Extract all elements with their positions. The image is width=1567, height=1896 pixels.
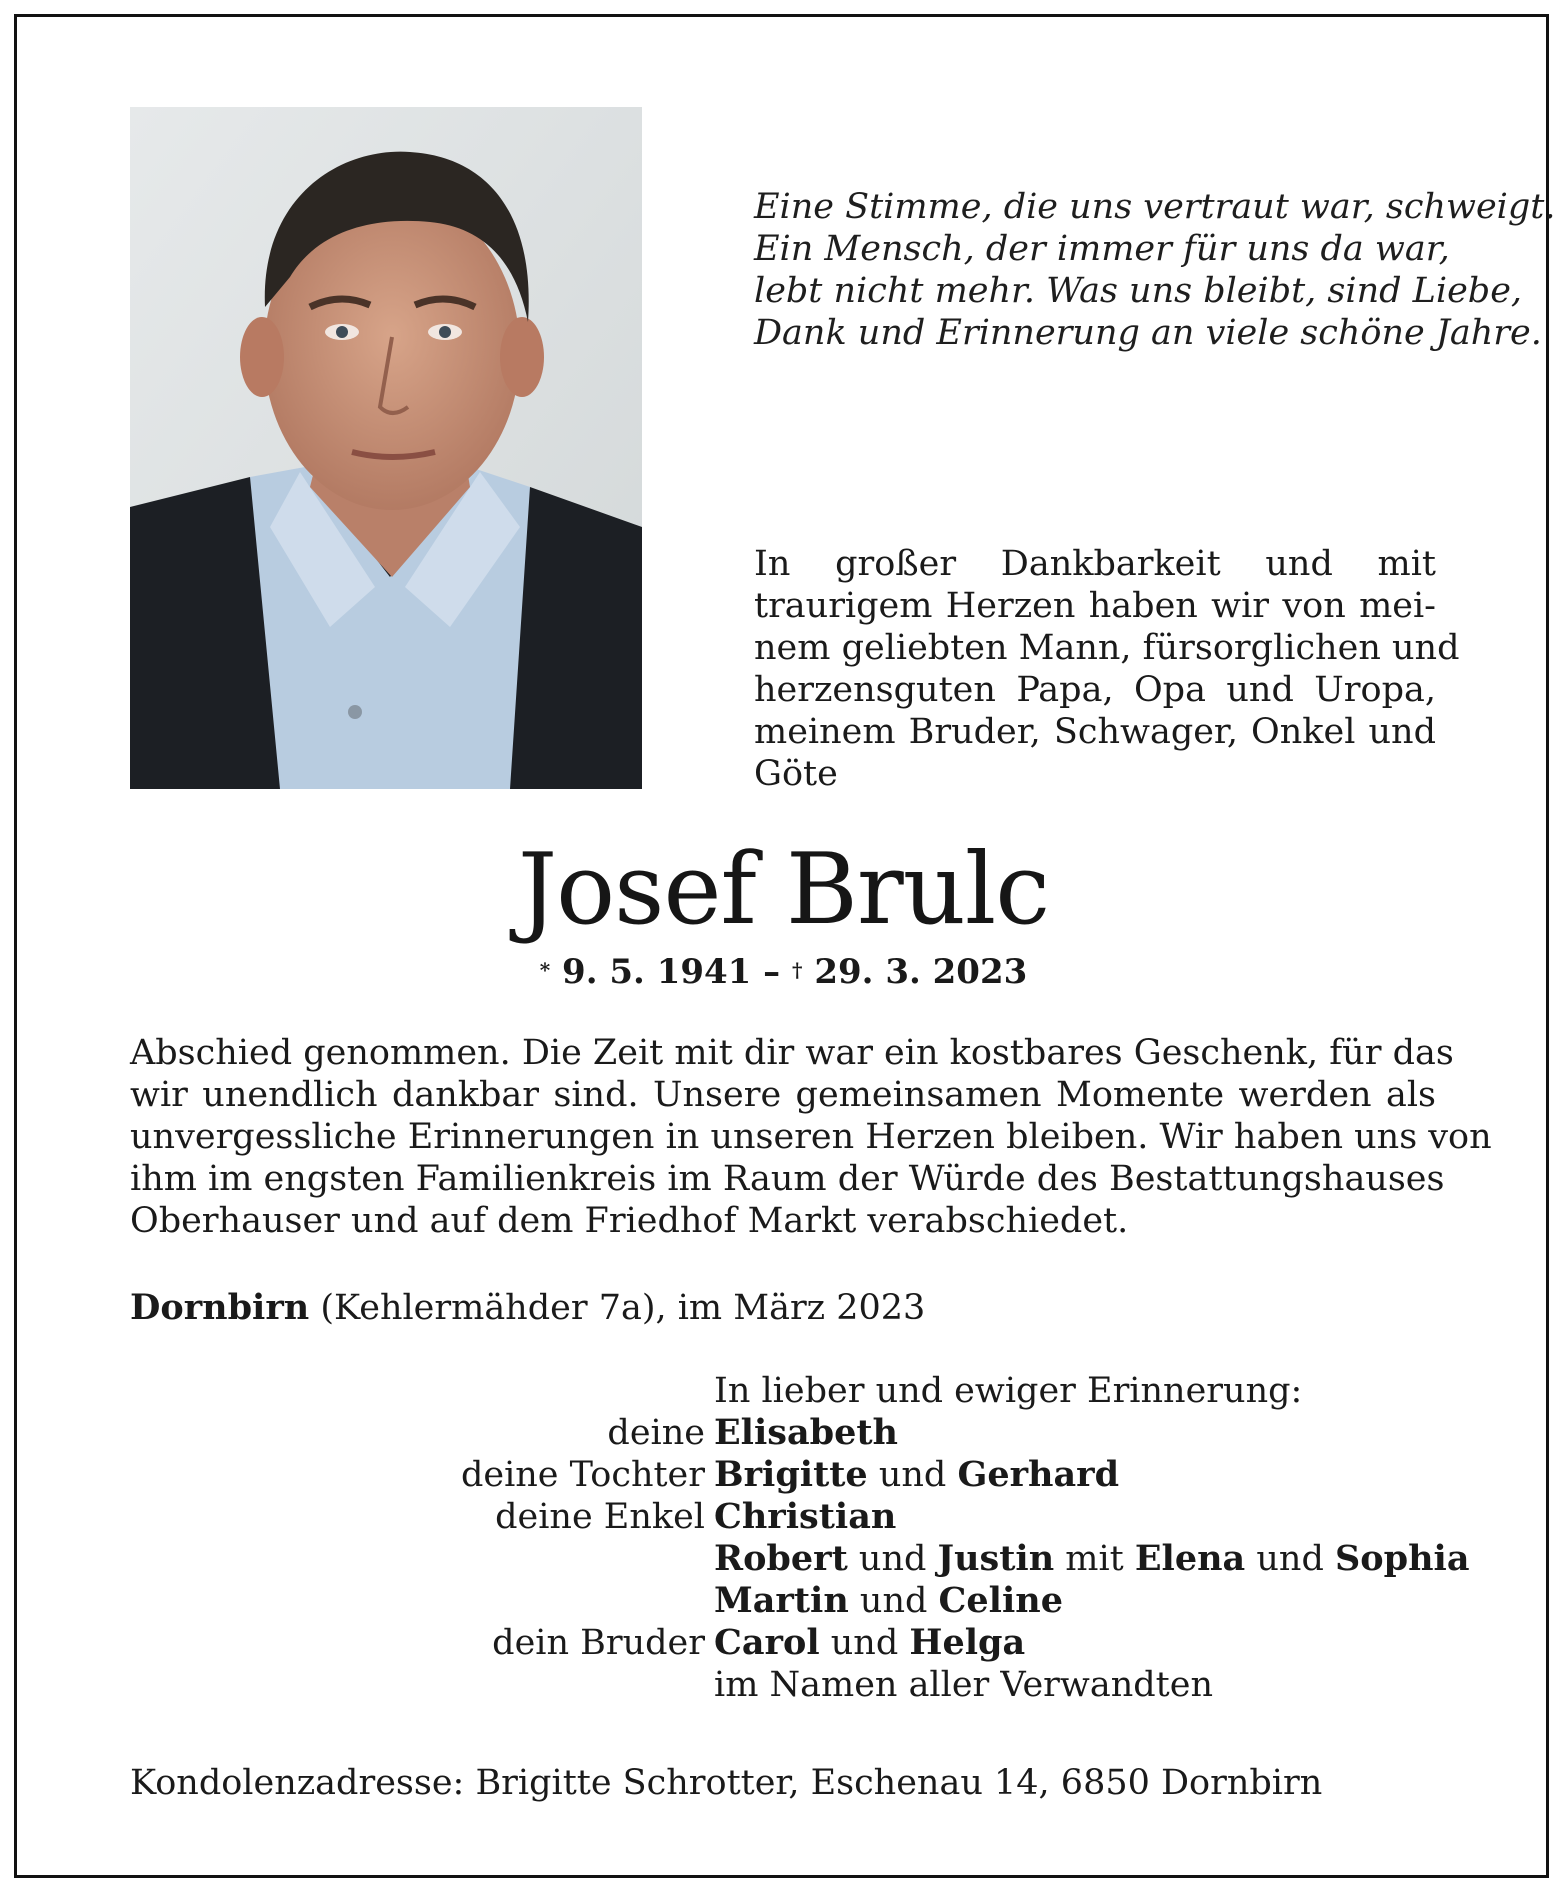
family-member: Elena xyxy=(1134,1538,1246,1579)
conjunction: und xyxy=(867,1455,958,1495)
family-member: Elisabeth xyxy=(714,1412,899,1453)
paragraph-line: Oberhauser und auf dem Friedhof Markt verabschiedet. xyxy=(130,1201,1129,1241)
family-member: Christian xyxy=(714,1496,897,1537)
place-city: Dornbirn xyxy=(130,1287,310,1328)
family-label: deine Tochter xyxy=(460,1455,705,1495)
paragraph-line: ihm im engsten Familienkreis im Raum der Würde des Bestattungshauses xyxy=(130,1159,1445,1199)
poem-line: Eine Stimme, die uns vertraut war, schweigt. xyxy=(754,187,1556,227)
family-row xyxy=(0,1622,1567,1664)
intro-line: traurigem Herzen haben wir von mei- xyxy=(754,586,1436,626)
family-row xyxy=(0,1496,1567,1538)
death-symbol: † xyxy=(792,958,803,982)
intro-line: herzensguten Papa, Opa und Uropa, xyxy=(754,670,1436,710)
intro-line: meinem Bruder, Schwager, Onkel und xyxy=(754,712,1436,752)
family-member: Sophia xyxy=(1334,1538,1470,1579)
portrait-photo xyxy=(130,107,642,789)
family-member: Helga xyxy=(909,1622,1026,1663)
paragraph-line: Abschied genommen. Die Zeit mit dir war ein kostbares Geschenk, für das xyxy=(130,1033,1454,1073)
family-member: Justin xyxy=(937,1538,1055,1579)
poem-line: Dank und Erinnerung an viele schöne Jahre. xyxy=(754,313,1542,353)
paragraph-line: wir unendlich dankbar sind. Unsere gemeinsamen Momente werden als xyxy=(130,1075,1436,1115)
conjunction: und xyxy=(819,1623,910,1663)
paragraph-line: unvergessliche Erinnerungen in unseren Herzen bleiben. Wir haben uns von xyxy=(130,1117,1492,1157)
date-dash: – xyxy=(763,952,781,992)
condolence-address: Kondolenzadresse: Brigitte Schrotter, Eschenau 14, 6850 Dornbirn xyxy=(130,1763,1323,1803)
conjunction: und xyxy=(847,1539,938,1579)
intro-line: nem geliebten Mann, fürsorglichen und xyxy=(754,628,1460,668)
poem xyxy=(754,186,1556,354)
family-row xyxy=(0,1454,1567,1496)
place-rest: (Kehlermähder 7a), im März 2023 xyxy=(309,1288,926,1328)
poem-line: lebt nicht mehr. Was uns bleibt, sind Liebe, xyxy=(754,271,1523,311)
family-member: Celine xyxy=(938,1580,1063,1621)
family-row xyxy=(0,1580,1567,1622)
birth-symbol: * xyxy=(539,958,551,982)
deceased-name: Josef Brulc xyxy=(517,833,1050,947)
conjunction: und xyxy=(848,1581,939,1621)
family-heading: In lieber und ewiger Erinnerung: xyxy=(714,1371,1303,1411)
family-label: deine Enkel xyxy=(495,1497,705,1537)
family-member: Carol xyxy=(714,1622,820,1663)
family-closing: im Namen aller Verwandten xyxy=(714,1665,1213,1705)
family-member: Robert xyxy=(714,1538,848,1579)
family-list xyxy=(0,1370,1567,1706)
family-member: Martin xyxy=(714,1580,849,1621)
family-row xyxy=(0,1412,1567,1454)
intro-line: Göte xyxy=(754,754,838,794)
family-row xyxy=(0,1538,1567,1580)
death-date: 29. 3. 2023 xyxy=(814,952,1028,992)
family-label: deine xyxy=(607,1413,705,1453)
place-date xyxy=(130,1287,925,1329)
intro-line: In großer Dankbarkeit und mit xyxy=(754,544,1436,584)
intro-text xyxy=(754,543,1460,795)
main-paragraph xyxy=(130,1032,1492,1242)
birth-date: 9. 5. 1941 xyxy=(562,952,752,992)
poem-line: Ein Mensch, der immer für uns da war, xyxy=(754,229,1450,269)
conjunction: und xyxy=(1245,1539,1335,1579)
family-member: Gerhard xyxy=(957,1454,1120,1495)
life-dates xyxy=(0,952,1567,992)
conjunction: mit xyxy=(1054,1539,1135,1579)
family-member: Brigitte xyxy=(714,1454,868,1495)
family-label: dein Bruder xyxy=(492,1623,705,1663)
